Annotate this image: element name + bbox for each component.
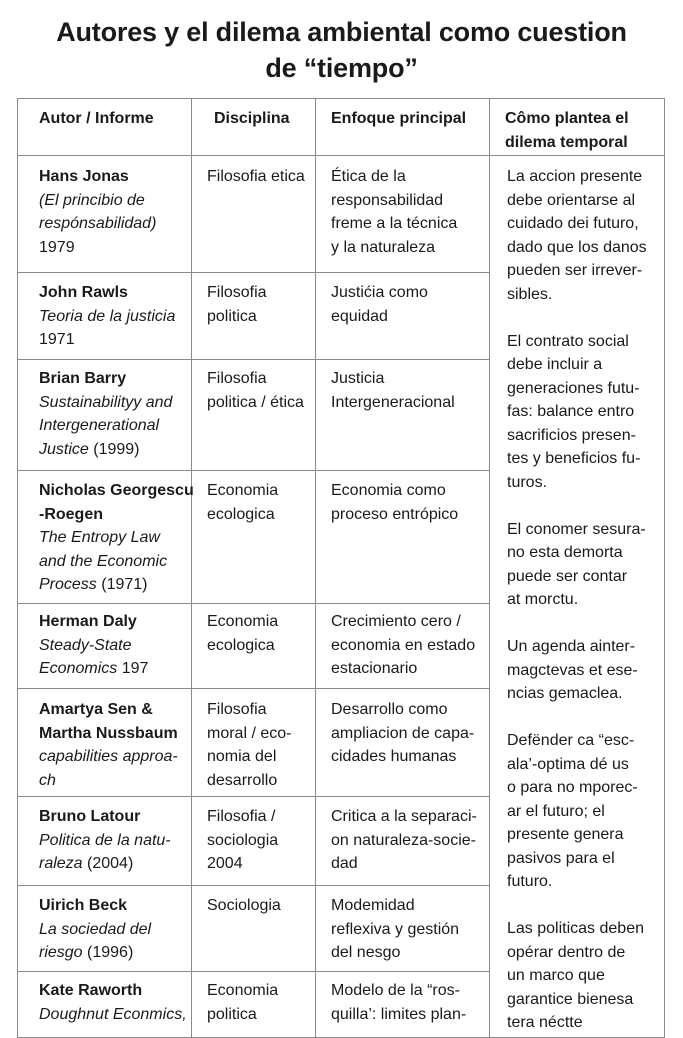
focus-text: quilla’: limites plan- xyxy=(331,1005,467,1023)
focus-text: equidad xyxy=(331,307,388,325)
work-title: riesgo xyxy=(39,944,83,961)
focus-text: freme a la técnica xyxy=(331,215,458,232)
discipline-text: Filosofia xyxy=(207,284,267,301)
focus-text: proceso entrópico xyxy=(331,505,459,523)
work-title: Sustainabilityy and xyxy=(39,393,173,411)
work-title: The Entropy Law xyxy=(39,529,160,546)
work-title: Teoria de la justicia xyxy=(39,307,176,325)
table-row-discipline xyxy=(207,367,304,414)
discipline-text: nomia del xyxy=(207,748,277,765)
author-name: -Roegen xyxy=(39,505,103,523)
table-row-author xyxy=(39,805,171,876)
title-line-2: de “tiempo” xyxy=(265,53,418,83)
table-row-focus xyxy=(331,894,459,965)
discipline-text: Filosofia / xyxy=(207,808,276,825)
table-row-author xyxy=(39,610,148,681)
work-title: respónsabilidad) xyxy=(39,215,157,232)
dilemma-text: sacrificios presen- xyxy=(507,426,636,444)
discipline-text: Filosofia etica xyxy=(207,168,305,185)
table-row-focus xyxy=(331,367,455,414)
focus-text: Modemidad xyxy=(331,897,415,914)
focus-text: Justicia xyxy=(331,370,385,387)
author-name: Herman Daly xyxy=(39,613,137,630)
discipline-text: Filosofia xyxy=(207,701,267,718)
table-row-author xyxy=(39,281,175,352)
work-title: La sociedad del xyxy=(39,920,152,938)
discipline-text: Sociologia xyxy=(207,897,281,914)
author-name: Brian Barry xyxy=(39,370,127,387)
focus-text: ampliacion de capa- xyxy=(331,724,475,742)
table-row-focus xyxy=(331,610,475,681)
table-row-discipline xyxy=(207,610,278,657)
focus-text: del nesgo xyxy=(331,944,401,961)
focus-text: Critica a la separaci- xyxy=(331,808,477,825)
work-title: raleza xyxy=(39,855,83,872)
work-title: Economics xyxy=(39,660,118,677)
table-row-author xyxy=(39,979,187,1026)
table-row-focus xyxy=(331,979,466,1026)
work-title: Politica de la natu- xyxy=(39,831,171,849)
dilemma-text: tes y beneficios fu- xyxy=(507,450,641,467)
dilemma-paragraph xyxy=(507,518,659,612)
focus-text: estacionario xyxy=(331,660,418,677)
dilemma-text: presente genera xyxy=(507,826,624,843)
dilemma-text: El contrato social xyxy=(507,332,629,350)
dilemma-text: puede ser contar xyxy=(507,567,628,585)
column-divider xyxy=(315,99,316,1037)
work-year: (1999) xyxy=(93,440,140,458)
column-divider xyxy=(489,99,490,1037)
dilemma-text: ala’-optima dé us xyxy=(507,755,629,773)
work-title: Doughnut Econmics, xyxy=(39,1005,187,1023)
row-divider xyxy=(18,885,490,886)
author-name: Amartya Sen & xyxy=(39,701,153,718)
dilemma-text: magctevas et ese- xyxy=(507,661,638,679)
dilemma-text: futuro. xyxy=(507,873,553,890)
dilemma-text: garantice bienesa xyxy=(507,990,634,1008)
dilemma-text: dado que los danos xyxy=(507,238,647,256)
dilemma-text: Defënder ca “esc- xyxy=(507,732,635,749)
header-dilemma-line-2: dilema temporal xyxy=(505,133,628,151)
dilemma-text: fas: balance entro xyxy=(507,403,635,420)
dilemma-paragraph xyxy=(507,330,659,495)
table-row-focus xyxy=(331,165,457,259)
dilemma-text: cuidado dei futuro, xyxy=(507,215,639,232)
focus-text: Desarrollo como xyxy=(331,701,448,718)
table-row-discipline xyxy=(207,165,305,189)
dilemma-text: debe orientarse al xyxy=(507,191,636,209)
work-title: and the Economic xyxy=(39,552,168,570)
dilemma-text: opérar dentro de xyxy=(507,943,626,961)
row-divider xyxy=(18,603,490,604)
dilemma-text: ncias gemaclea. xyxy=(507,685,623,702)
table-row-discipline xyxy=(207,979,278,1026)
dilemma-text: turos. xyxy=(507,473,548,491)
work-title: (El princibio de xyxy=(39,191,145,209)
header-author: Autor / Informe xyxy=(39,110,154,127)
table-row-focus xyxy=(331,281,428,328)
discipline-text: Economia xyxy=(207,982,279,999)
discipline-text: Filosofia xyxy=(207,370,267,387)
table-row-focus xyxy=(331,805,477,876)
table-row-author xyxy=(39,367,172,461)
table-row-author xyxy=(39,479,194,597)
work-year: (1971) xyxy=(101,576,148,593)
author-name: Kate Raworth xyxy=(39,982,143,999)
dilemma-paragraph xyxy=(507,635,659,706)
focus-text: cidades humanas xyxy=(331,748,457,765)
title-line-1: Autores y el dilema ambiental como cuestion xyxy=(56,17,627,47)
dilemma-paragraph xyxy=(507,917,659,1035)
discipline-text: politica xyxy=(207,1005,257,1023)
author-name: Hans Jonas xyxy=(39,168,129,185)
work-title: ch xyxy=(39,771,56,789)
table-row-discipline xyxy=(207,479,278,526)
discipline-text: politica / ética xyxy=(207,393,304,411)
row-divider xyxy=(18,688,490,689)
table-row-discipline xyxy=(207,698,291,792)
dilemma-text: sibles. xyxy=(507,285,553,303)
work-year: (2004) xyxy=(87,855,134,872)
table-row-focus xyxy=(331,479,458,526)
author-name: Nicholas Georgescu xyxy=(39,482,194,499)
header-focus: Enfoque principal xyxy=(331,110,467,127)
focus-text: responsabilidad xyxy=(331,191,444,209)
focus-text: Economia como xyxy=(331,482,446,499)
author-name: Uirich Beck xyxy=(39,897,128,914)
table-row-discipline xyxy=(207,805,278,876)
discipline-text: Economia xyxy=(207,613,279,630)
discipline-text: desarrollo xyxy=(207,771,278,789)
dilemma-text: generaciones futu- xyxy=(507,379,640,397)
discipline-text: Economia xyxy=(207,482,279,499)
dilemma-text: Un agenda ainter- xyxy=(507,638,636,655)
focus-text: dad xyxy=(331,855,358,872)
row-divider xyxy=(18,971,490,972)
table-row-author xyxy=(39,894,151,965)
author-name: Martha Nussbaum xyxy=(39,724,178,742)
table-row-discipline xyxy=(207,281,267,328)
focus-text: on naturaleza-socie- xyxy=(331,831,476,849)
dilemma-text: no esta demorta xyxy=(507,544,623,561)
row-divider xyxy=(18,272,490,273)
focus-text: Modelo de la “ros- xyxy=(331,982,460,999)
header-dilemma xyxy=(505,107,629,154)
work-title: capabilities approa- xyxy=(39,748,178,765)
work-title: Process xyxy=(39,576,97,593)
row-divider xyxy=(18,470,490,471)
focus-text: y la naturaleza xyxy=(331,238,436,256)
dilemma-text: El conomer sesura- xyxy=(507,520,646,538)
discipline-text: politica xyxy=(207,307,257,325)
discipline-text: 2004 xyxy=(207,855,243,872)
dilemma-text: at morctu. xyxy=(507,591,579,608)
focus-text: economia en estado xyxy=(331,636,476,654)
table-row-focus xyxy=(331,698,474,769)
dilemma-text: Las politicas deben xyxy=(507,920,644,937)
dilemma-column xyxy=(507,165,659,1038)
author-name: Bruno Latour xyxy=(39,808,141,825)
dilemma-text: ar el futuro; el xyxy=(507,802,605,820)
table-row-author xyxy=(39,165,156,259)
focus-text: reflexiva y gestión xyxy=(331,920,460,938)
work-title: Intergenerational xyxy=(39,417,160,434)
header-dilemma-line-1: Cômo plantea el xyxy=(505,110,629,127)
dilemma-text: pasivos para el xyxy=(507,849,615,867)
table-row-discipline xyxy=(207,894,281,918)
work-title: Justice xyxy=(39,440,89,458)
discipline-text: sociologia xyxy=(207,831,279,849)
row-divider xyxy=(18,796,490,797)
document-title xyxy=(0,14,683,86)
focus-text: Intergeneracional xyxy=(331,393,455,411)
dilemma-text: un marco que xyxy=(507,967,605,984)
work-year: (1996) xyxy=(87,944,134,961)
table-row-author xyxy=(39,698,178,792)
discipline-text: ecologica xyxy=(207,636,275,654)
authors-table xyxy=(17,98,665,1038)
dilemma-text: debe incluir a xyxy=(507,356,603,373)
focus-text: Crecimiento cero / xyxy=(331,613,461,630)
dilemma-text: La accion presente xyxy=(507,168,643,185)
work-year: 1971 xyxy=(39,331,75,348)
header-discipline: Disciplina xyxy=(214,110,290,127)
discipline-text: ecologica xyxy=(207,505,275,523)
work-year: 1979 xyxy=(39,238,75,256)
row-divider xyxy=(18,359,490,360)
discipline-text: moral / eco- xyxy=(207,724,292,742)
work-title: Steady-State xyxy=(39,636,132,654)
dilemma-text: tera néctte xyxy=(507,1014,583,1031)
dilemma-text: o para no mporec- xyxy=(507,779,638,796)
dilemma-paragraph xyxy=(507,729,659,894)
header-divider xyxy=(18,155,665,156)
work-year: 197 xyxy=(121,660,149,677)
focus-text: Justićia como xyxy=(331,284,428,301)
dilemma-paragraph xyxy=(507,165,659,306)
focus-text: Ética de la xyxy=(331,168,406,185)
author-name: John Rawls xyxy=(39,284,128,301)
dilemma-text: pueden ser irrever- xyxy=(507,262,643,279)
